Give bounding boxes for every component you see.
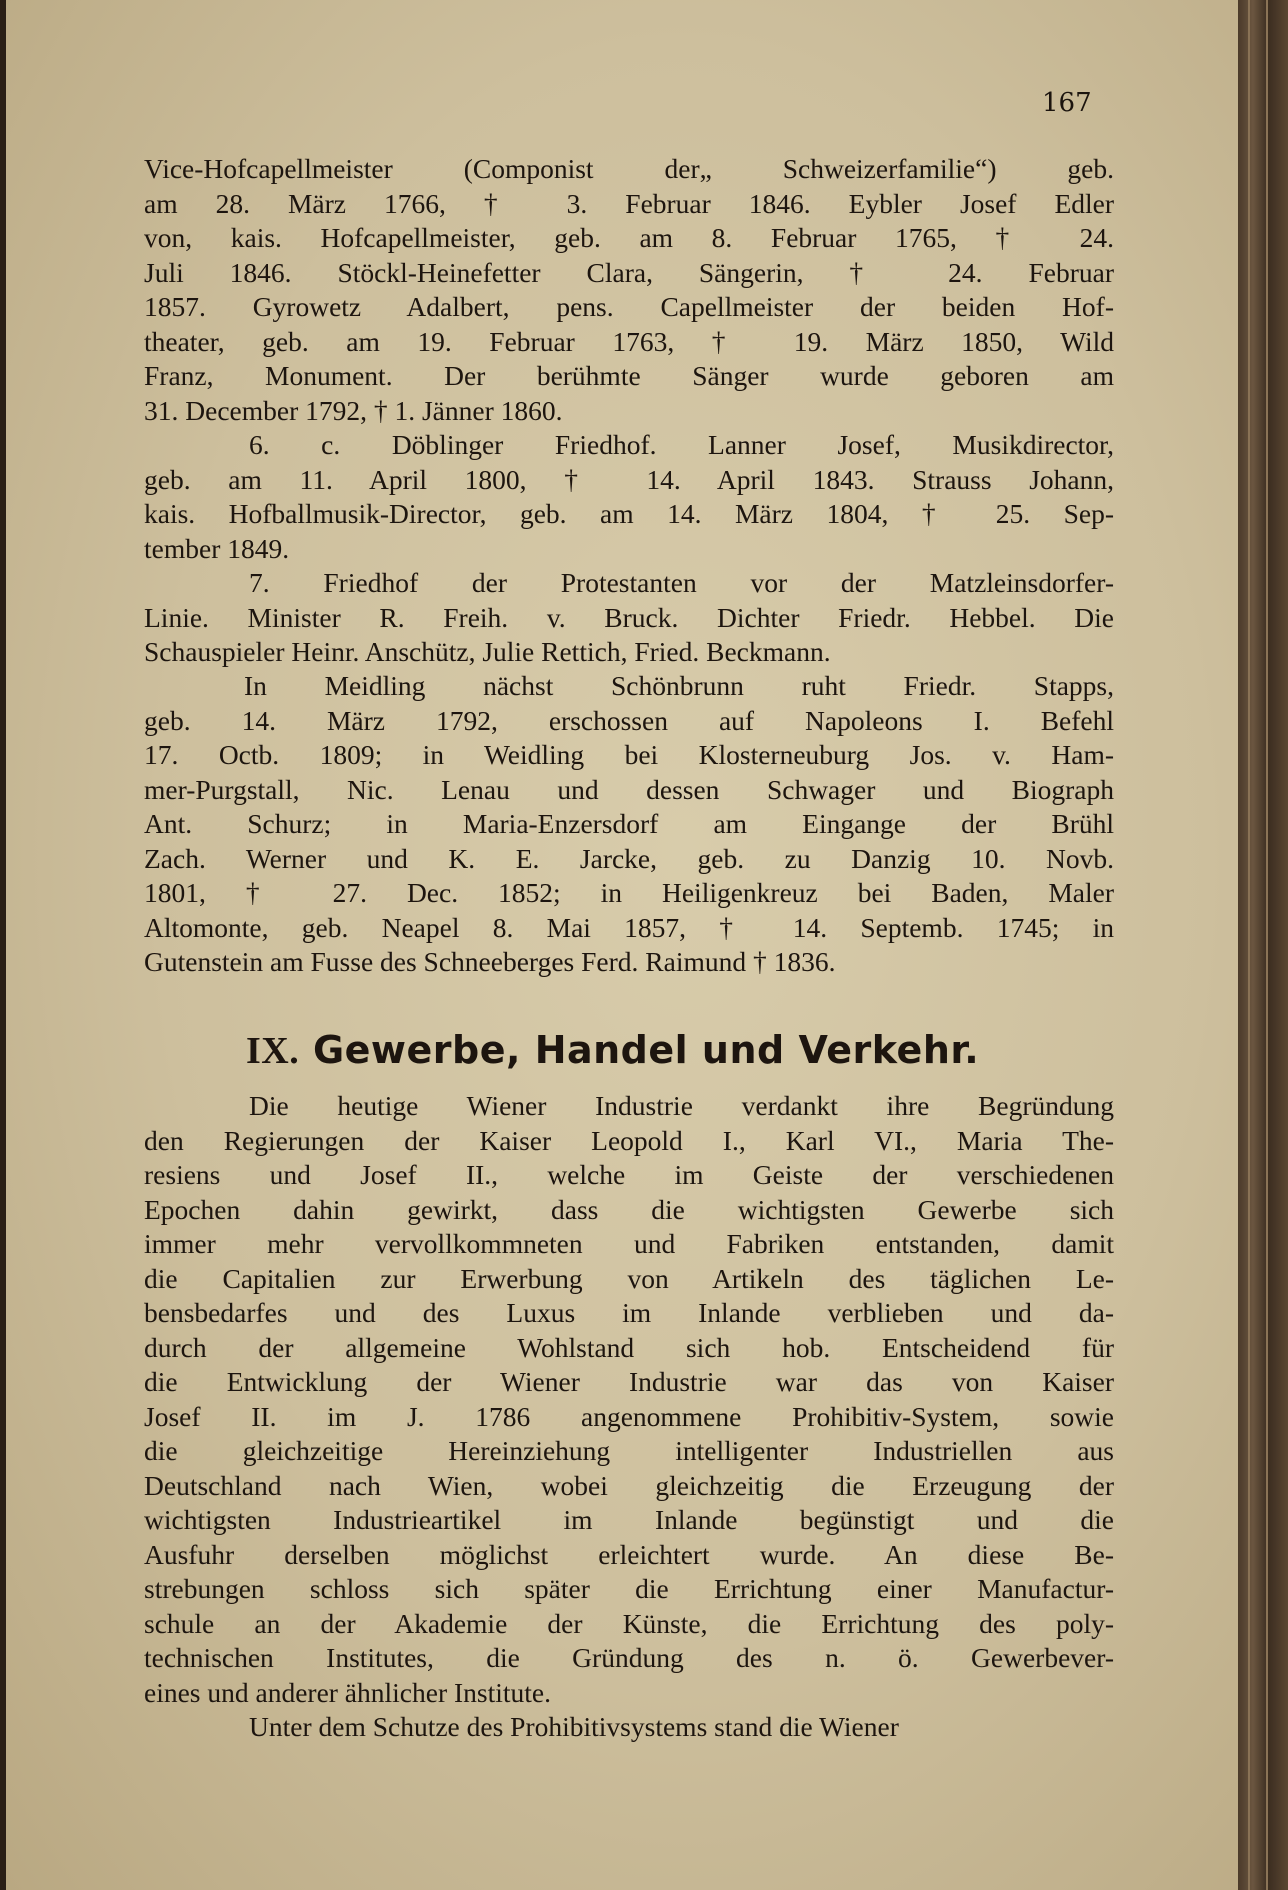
paragraph-composers-list — [144, 152, 1114, 428]
text-line: immer mehr vervollkommneten und Fabriken entstanden, damit — [144, 1228, 1114, 1259]
text-line: Franz, Monument. Der berühmte Sänger wurde geboren am — [144, 360, 1114, 391]
text-line: die Capitalien zur Erwerbung von Artikeln des täglichen Le- — [144, 1262, 1114, 1294]
text-line: resiens und Josef II., welche im Geiste der verschiedenen — [144, 1159, 1114, 1190]
text-line: 31. December 1792, † 1. Jänner 1860. — [144, 394, 563, 426]
text-line: durch der allgemeine Wohlstand sich hob. Entscheidend für — [144, 1331, 1114, 1363]
text-line: In Meidling nächst Schönbrunn ruht Friedr. Stapps, — [244, 670, 1114, 701]
text-line: 1801, † 27. Dec. 1852; in Heiligenkreuz bei Baden, Maler — [144, 877, 1114, 908]
text-line: Altomonte, geb. Neapel 8. Mai 1857, † 14. Septemb. 1745; in — [144, 911, 1114, 943]
section-heading — [246, 1028, 979, 1073]
text-line: kais. Hofballmusik-Director, geb. am 14. März 1804, † 25. Sep- — [144, 498, 1114, 529]
text-line: theater, geb. am 19. Februar 1763, † 19. März 1850, Wild — [144, 325, 1114, 357]
text-line: geb. am 11. April 1800, † 14. April 1843. Strauss Johann, — [144, 463, 1114, 495]
text-line: geb. 14. März 1792, erschossen auf Napoleons I. Befehl — [144, 704, 1114, 736]
text-line: die gleichzeitige Hereinziehung intelligenter Industriellen aus — [144, 1435, 1114, 1466]
page-edge-mark — [0, 500, 6, 530]
section-number: IX. — [246, 1030, 300, 1072]
text-line: Epochen dahin gewirkt, dass die wichtigsten Gewerbe sich — [144, 1193, 1114, 1225]
page-edge-mark — [0, 1380, 6, 1410]
text-line: mer-Purgstall, Nic. Lenau und dessen Schwager und Biograph — [144, 773, 1114, 805]
text-line: 7. Friedhof der Protestanten vor der Matzleinsdorfer- — [249, 567, 1114, 598]
text-line: 1857. Gyrowetz Adalbert, pens. Capellmeister der beiden Hof- — [144, 291, 1114, 322]
paragraph-industry-history — [144, 1089, 1114, 1710]
text-line: Juli 1846. Stöckl-Heinefetter Clara, Sängerin, † 24. Februar — [144, 256, 1114, 288]
text-line: Vice-Hofcapellmeister (Componist der„ Schweizerfamilie“) geb. — [144, 153, 1114, 184]
paragraph-protestant-cemetery — [144, 566, 1114, 670]
text-line: Ant. Schurz; in Maria-Enzersdorf am Eingange der Brühl — [144, 808, 1114, 839]
text-line: Gutenstein am Fusse des Schneeberges Ferd. Raimund † 1836. — [144, 946, 836, 977]
text-line: Die heutige Wiener Industrie verdankt ihre Begründung — [249, 1090, 1114, 1121]
text-line: Schauspieler Heinr. Anschütz, Julie Rettich, Fried. Beckmann. — [144, 636, 831, 667]
text-line: bensbedarfes und des Luxus im Inlande verblieben und da- — [144, 1297, 1114, 1328]
page-number: 167 — [1042, 88, 1092, 118]
text-line: Deutschland nach Wien, wobei gleichzeitig die Erzeugung der — [144, 1469, 1114, 1501]
paragraph-prohibitive-system — [144, 1710, 1114, 1745]
text-line: den Regierungen der Kaiser Leopold I., Karl VI., Maria The- — [144, 1124, 1114, 1156]
text-line: schule an der Akademie der Künste, die Errichtung des poly- — [144, 1607, 1114, 1639]
spine-edge-line — [1248, 0, 1250, 1890]
text-line: 6. c. Döblinger Friedhof. Lanner Josef, Musikdirector, — [249, 429, 1114, 460]
paragraph-other-graves — [144, 669, 1114, 980]
text-line: Zach. Werner und K. E. Jarcke, geb. zu Danzig 10. Novb. — [144, 842, 1114, 874]
text-line: strebungen schloss sich später die Errichtung einer Manufactur- — [144, 1573, 1114, 1604]
text-line: von, kais. Hofcapellmeister, geb. am 8. Februar 1765, † 24. — [144, 222, 1114, 253]
text-line: tember 1849. — [144, 532, 290, 564]
text-line: die Entwicklung der Wiener Industrie war das von Kaiser — [144, 1366, 1114, 1397]
spine-edge-line — [1266, 0, 1268, 1890]
text-line: Ausfuhr derselben möglichst erleichtert wurde. An diese Be- — [144, 1538, 1114, 1570]
book-spine — [1238, 0, 1288, 1890]
text-line: wichtigsten Industrieartikel im Inlande begünstigt und die — [144, 1504, 1114, 1535]
text-line: eines und anderer ähnlicher Institute. — [144, 1676, 551, 1708]
text-line: am 28. März 1766, † 3. Februar 1846. Eybler Josef Edler — [144, 187, 1114, 219]
book-page — [6, 0, 1238, 1890]
text-line: Josef II. im J. 1786 angenommene Prohibitiv-System, sowie — [144, 1400, 1114, 1432]
paragraph-doeblinger-friedhof — [144, 428, 1114, 566]
text-line: 17. Octb. 1809; in Weidling bei Klosterneuburg Jos. v. Ham- — [144, 739, 1114, 770]
text-line: technischen Institutes, die Gründung des n. ö. Gewerbever- — [144, 1642, 1114, 1673]
text-line: Linie. Minister R. Freih. v. Bruck. Dichter Friedr. Hebbel. Die — [144, 601, 1114, 633]
section-title: Gewerbe, Handel und Verkehr. — [312, 1028, 980, 1072]
text-line: Unter dem Schutze des Prohibitivsystems stand die Wiener — [249, 1711, 899, 1742]
